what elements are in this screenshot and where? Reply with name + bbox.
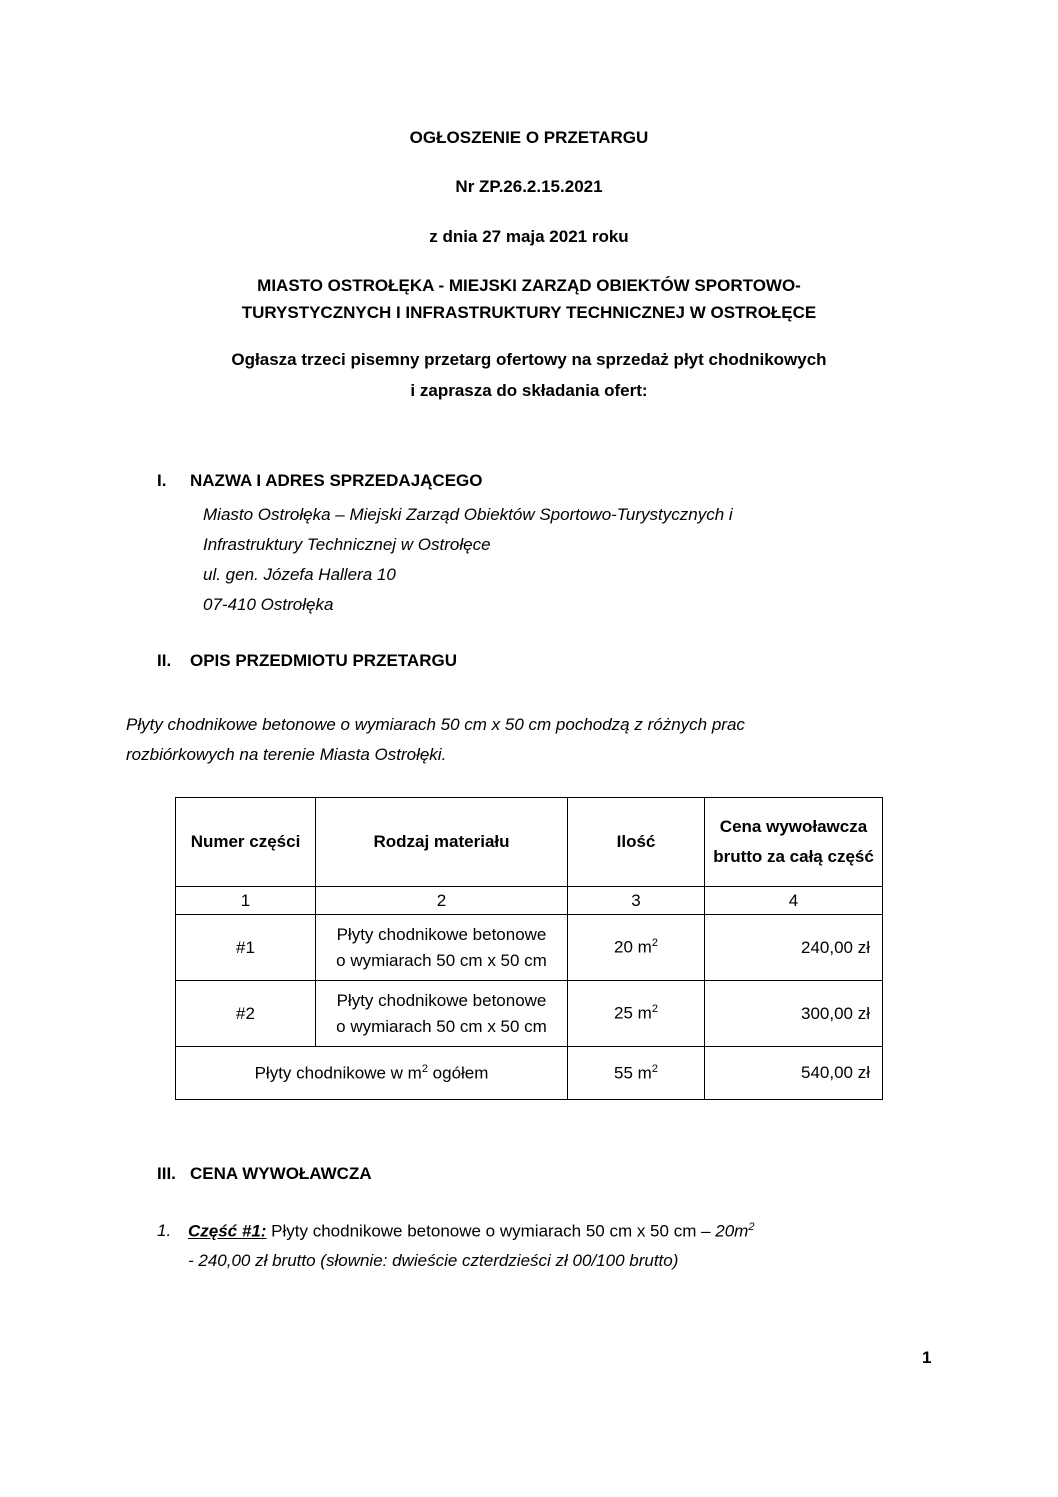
address-line: Infrastruktury Technicznej w Ostrołęce <box>203 535 491 554</box>
price-item-line-1 <box>188 1221 754 1242</box>
material-line: o wymiarach 50 cm x 50 cm <box>336 1016 547 1036</box>
square-superscript: 2 <box>748 1221 755 1233</box>
material-cell <box>316 981 568 1047</box>
issuer-line-2: TURYSTYCZNYCH I INFRASTRUKTURY TECHNICZNEJ W OSTROŁĘCE <box>241 303 817 322</box>
announcement-line-1: Ogłasza trzeci pisemny przetarg ofertowy na sprzedaż płyt chodnikowych <box>231 350 827 369</box>
items-table <box>175 797 883 1100</box>
column-number: 3 <box>568 887 705 915</box>
section-2-number: II. <box>157 651 172 670</box>
quantity-cell <box>568 981 705 1047</box>
description-line: rozbiórkowych na terenie Miasta Ostrołęki. <box>126 745 447 764</box>
section-1-heading: NAZWA I ADRES SPRZEDAJĄCEGO <box>190 471 483 490</box>
address-line: 07-410 Ostrołęka <box>203 595 334 614</box>
document-number: Nr ZP.26.2.15.2021 <box>455 177 603 196</box>
table-header-row <box>176 798 883 887</box>
item-description <box>126 710 745 770</box>
header-quantity: Ilość <box>568 798 705 887</box>
document-title: OGŁOSZENIE O PRZETARGU <box>409 128 649 147</box>
square-superscript: 2 <box>421 1062 428 1075</box>
material-line: o wymiarach 50 cm x 50 cm <box>336 950 547 970</box>
square-superscript: 2 <box>651 1003 658 1016</box>
column-number: 4 <box>705 887 883 915</box>
seller-address <box>203 500 733 620</box>
part-number: #2 <box>176 981 316 1047</box>
description-line: Płyty chodnikowe betonowe o wymiarach 50 cm x 50 cm pochodzą z różnych prac <box>126 715 745 734</box>
document-date: z dnia 27 maja 2021 roku <box>429 227 629 246</box>
header-material: Rodzaj materiału <box>316 798 568 887</box>
header-price: Cena wywoławcza brutto za całą część <box>705 798 883 887</box>
total-price: 540,00 zł <box>705 1047 883 1100</box>
column-number: 1 <box>176 887 316 915</box>
material-line: Płyty chodnikowe betonowe <box>336 924 547 944</box>
section-3-number: III. <box>157 1164 176 1183</box>
table-total-row <box>176 1047 883 1100</box>
announcement-line-2: i zaprasza do składania ofert: <box>410 381 648 400</box>
part-text: Płyty chodnikowe betonowe o wymiarach 50 cm x 50 cm – <box>266 1221 716 1241</box>
total-quantity: 55 m <box>614 1063 652 1083</box>
material-cell <box>316 915 568 981</box>
table-row <box>176 981 883 1047</box>
table-row <box>176 915 883 981</box>
price-item-number: 1. <box>157 1221 172 1240</box>
total-quantity-cell <box>568 1047 705 1100</box>
part-number: #1 <box>176 915 316 981</box>
address-line: ul. gen. Józefa Hallera 10 <box>203 565 396 584</box>
total-label: Płyty chodnikowe w $m^2$ ogółem <box>176 1047 568 1100</box>
section-3-heading: CENA WYWOŁAWCZA <box>190 1164 372 1183</box>
column-number: 2 <box>316 887 568 915</box>
page-number: 1 <box>922 1348 932 1367</box>
header-part-number: Numer części <box>176 798 316 887</box>
price-item-line-2: - 240,00 zł brutto (słownie: dwieście czterdzieści zł 00/100 brutto) <box>188 1251 679 1270</box>
section-2-heading: OPIS PRZEDMIOTU PRZETARGU <box>190 651 457 670</box>
price: 240,00 zł <box>705 915 883 981</box>
material-line: Płyty chodnikowe betonowe <box>336 990 547 1010</box>
table-column-numbers-row <box>176 887 883 915</box>
quantity-cell <box>568 915 705 981</box>
section-1-number: I. <box>157 471 167 490</box>
quantity: 25 m <box>614 1003 652 1023</box>
square-superscript: 2 <box>651 937 658 950</box>
part-quantity: 20m <box>715 1221 749 1241</box>
part-label: Część #1: <box>188 1221 267 1241</box>
issuer-line-1: MIASTO OSTROŁĘKA - MIEJSKI ZARZĄD OBIEKTÓW SPORTOWO- <box>257 276 801 295</box>
quantity: 20 m <box>614 937 652 957</box>
price: 300,00 zł <box>705 981 883 1047</box>
address-line: Miasto Ostrołęka – Miejski Zarząd Obiektów Sportowo-Turystycznych i <box>203 505 733 524</box>
square-superscript: 2 <box>651 1062 658 1075</box>
